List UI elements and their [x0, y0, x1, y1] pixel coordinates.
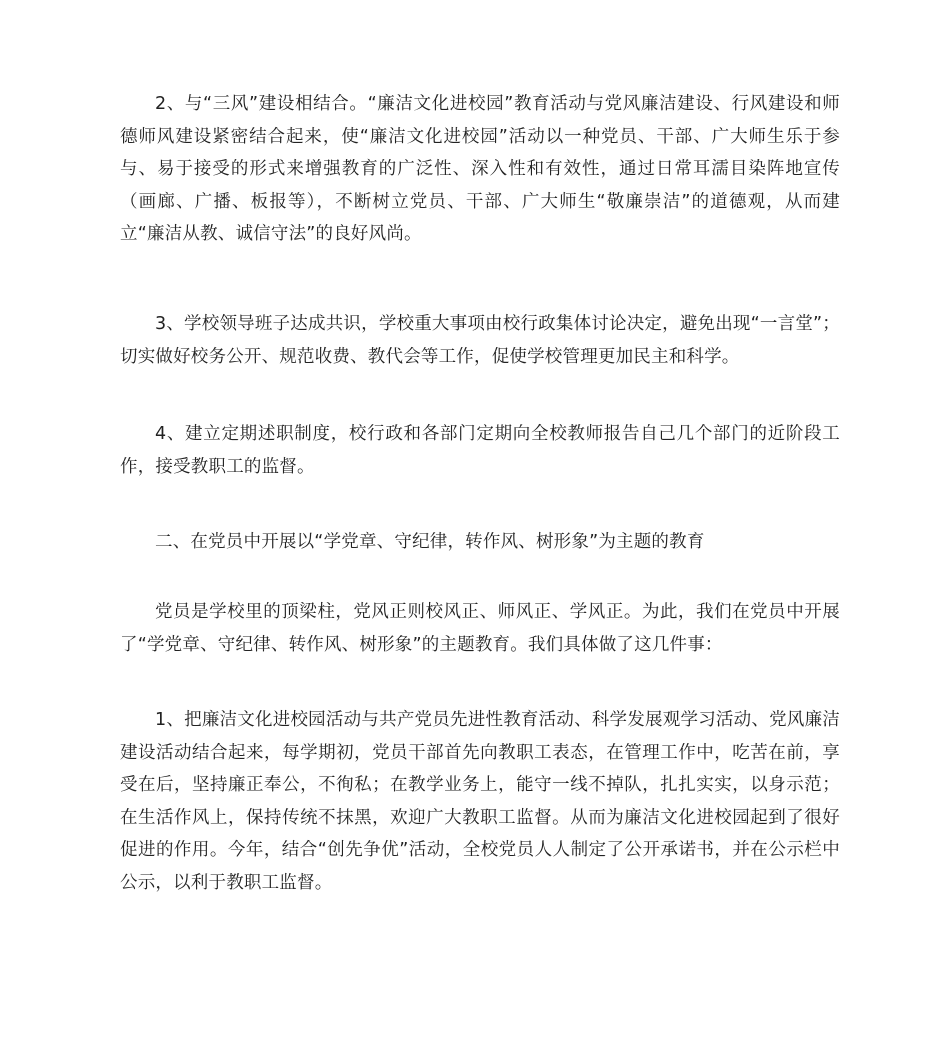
paragraph-leadership-consensus: 3、学校领导班子达成共识，学校重大事项由校行政集体讨论决定，避免出现“一言堂”；切实做好校务公开、规范收费、教代会等工作，促使学校管理更加民主和科学。: [120, 314, 840, 367]
section-heading-party-education: 二、在党员中开展以“学党章、守纪律，转作风、树形象”为主题的教育: [155, 532, 705, 552]
paragraph-three-styles: 2、与“三风”建设相结合。“廉洁文化进校园”教育活动与党风廉洁建设、行风建设和师德师风建设紧密结合起来，使“廉洁文化进校园”活动以一种党员、干部、广大师生乐于参与、易于接受的形式来增强教育的广泛性、深入性和有效性，通过日常耳濡目染阵地宣传（画廊、广播、板报等），不断树立党员、干部、广大师生“敬廉崇洁”的道德观，从而建立“廉洁从教、诚信守法”的良好风尚。: [120, 94, 840, 244]
paragraph-integrity-activities: 1、把廉洁文化进校园活动与共产党员先进性教育活动、科学发展观学习活动、党风廉洁建设活动结合起来，每学期初，党员干部首先向教职工表态，在管理工作中，吃苦在前，享受在后，坚持廉正奉公，不徇私；在教学业务上，能守一线不掉队，扎扎实实，以身示范；在生活作风上，保持传统不抹黑，欢迎广大教职工监督。从而为廉洁文化进校园起到了很好促进的作用。今年，结合“创先争优”活动，全校党员人人制定了公开承诺书，并在公示栏中公示，以利于教职工监督。: [120, 710, 840, 893]
paragraph-party-members-intro: 党员是学校里的顶梁柱，党风正则校风正、师风正、学风正。为此，我们在党员中开展了“学党章、守纪律、转作风、树形象”的主题教育。我们具体做了这几件事：: [120, 602, 840, 655]
paragraph-reporting-system: 4、建立定期述职制度，校行政和各部门定期向全校教师报告自己几个部门的近阶段工作，接受教职工的监督。: [120, 424, 840, 477]
